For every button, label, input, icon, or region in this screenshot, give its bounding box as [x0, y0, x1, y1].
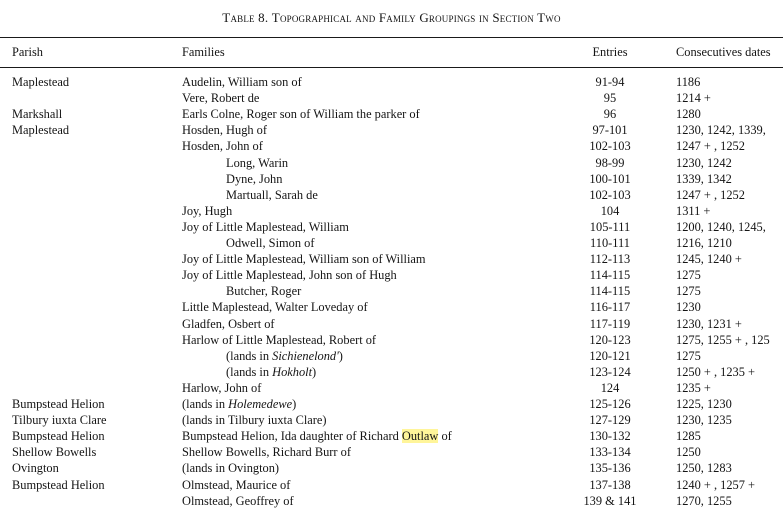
- entries-cell: 125-126: [589, 397, 631, 411]
- family-cell: Odwell, Simon of: [226, 236, 315, 250]
- parish-cell: Markshall: [12, 107, 63, 122]
- entries-cell: 105-111: [589, 219, 631, 234]
- table-row: [0, 204, 783, 220]
- entries-cell: 97-101: [592, 123, 628, 138]
- consecutives-cell: 1275, 1255 + , 125: [676, 332, 770, 347]
- entries-cell: 139 & 141: [583, 493, 637, 508]
- family-cell: Vere, Robert de: [182, 91, 260, 106]
- family-cell: Joy of Little Maplestead, William: [182, 219, 349, 234]
- family-cell: Audelin, William son of: [182, 75, 302, 89]
- table-row: [0, 300, 783, 316]
- family-text-post: ): [292, 397, 297, 411]
- entries-cell: 137-138: [589, 477, 631, 492]
- entries-cell: 110-111: [590, 236, 630, 250]
- family-cell: [226, 349, 343, 364]
- parish-cell: Bumpstead Helion: [12, 429, 105, 444]
- header-consecutives: Consecutives dates: [676, 45, 771, 59]
- consecutives-cell: 1230, 1235: [676, 413, 732, 428]
- table-row: [0, 75, 783, 91]
- entries-cell: 133-134: [589, 445, 631, 460]
- table-row: [0, 413, 783, 429]
- parish-cell: Maplestead: [12, 123, 70, 138]
- entries-cell: 135-136: [589, 461, 631, 476]
- entries-cell: 104: [600, 203, 620, 218]
- entries-cell: 116-117: [589, 300, 631, 315]
- entries-cell: 98-99: [595, 155, 625, 170]
- family-cell: Hosden, Hugh of: [182, 123, 268, 138]
- family-cell: Martuall, Sarah de: [226, 187, 318, 202]
- table-row: [0, 123, 783, 139]
- consecutives-cell: 1250, 1283: [676, 461, 732, 476]
- family-cell: (lands in Ovington): [182, 461, 280, 476]
- table-row: [0, 139, 783, 155]
- consecutives-cell: 1235 +: [676, 380, 711, 395]
- entries-cell: 117-119: [589, 316, 631, 331]
- parish-cell: Shellow Bowells: [12, 445, 97, 460]
- parish-cell: Bumpstead Helion: [12, 477, 105, 492]
- family-cell: Butcher, Roger: [226, 284, 302, 299]
- family-cell: Dyne, John: [226, 171, 283, 186]
- family-cell: Olmstead, Maurice of: [182, 477, 291, 492]
- consecutives-cell: 1230, 1242, 1339,: [676, 123, 766, 138]
- consecutives-cell: 1230: [676, 300, 701, 315]
- table-row: [0, 429, 783, 445]
- family-text-pre: Bumpstead Helion, Ida daughter of Richard: [182, 429, 402, 444]
- table-row: [0, 381, 783, 397]
- entries-cell: 114-115: [589, 268, 631, 283]
- consecutives-cell: 1225, 1230: [676, 397, 732, 411]
- consecutives-cell: 1245, 1240 +: [676, 252, 742, 267]
- entries-cell: 120-121: [589, 348, 631, 363]
- consecutives-cell: 1247 + , 1252: [676, 139, 745, 154]
- family-cell: [182, 397, 296, 412]
- consecutives-cell: 1250 + , 1235 +: [676, 364, 756, 379]
- family-text-pre: (lands in: [226, 364, 273, 379]
- family-cell: Hosden, John of: [182, 139, 263, 154]
- entries-cell: 102-103: [589, 139, 631, 154]
- consecutives-cell: 1200, 1240, 1245,: [676, 219, 766, 234]
- table-row: [0, 172, 783, 188]
- highlighted-term: Outlaw: [401, 429, 439, 444]
- header-rule: [0, 67, 783, 68]
- family-cell: Joy, Hugh: [182, 203, 233, 218]
- entries-cell: 102-103: [589, 187, 631, 202]
- top-rule: [0, 37, 783, 38]
- table-row: [0, 397, 783, 413]
- family-cell: Earls Colne, Roger son of William the parker of: [182, 107, 420, 122]
- parish-cell: Ovington: [12, 461, 59, 476]
- parish-cell: Bumpstead Helion: [12, 397, 105, 411]
- consecutives-cell: 1230, 1231 +: [676, 316, 742, 331]
- table-title-text: Topographical and Family Groupings in Section Two: [271, 10, 561, 25]
- consecutives-cell: 1285: [676, 429, 701, 444]
- family-text-italic: Sichienelond': [272, 348, 339, 363]
- entries-cell: 114-115: [589, 284, 631, 299]
- table-title: [0, 10, 783, 26]
- table-row: [0, 365, 783, 381]
- family-text-post: ): [338, 348, 343, 363]
- consecutives-cell: 1216, 1210: [676, 236, 732, 250]
- family-cell: Joy of Little Maplestead, John son of Hugh: [182, 268, 397, 283]
- table-row: [0, 494, 783, 510]
- table-row: [0, 284, 783, 300]
- parish-cell: Maplestead: [12, 75, 70, 89]
- header-parish: Parish: [12, 45, 43, 59]
- family-text-italic: Holemedewe: [228, 397, 293, 411]
- entries-cell: 127-129: [589, 413, 631, 428]
- entries-cell: 91-94: [595, 75, 625, 89]
- family-cell: [226, 365, 316, 380]
- family-cell: Gladfen, Osbert of: [182, 316, 275, 331]
- family-cell: (lands in Tilbury iuxta Clare): [182, 413, 327, 428]
- parish-cell: Tilbury iuxta Clare: [12, 413, 107, 428]
- family-cell: [182, 429, 452, 444]
- entries-cell: 96: [603, 107, 617, 122]
- family-cell: Olmstead, Geoffrey of: [182, 493, 294, 508]
- table-row: [0, 107, 783, 123]
- table-row: [0, 478, 783, 494]
- table-row: [0, 333, 783, 349]
- entries-cell: 123-124: [589, 364, 631, 379]
- entries-cell: 100-101: [589, 171, 631, 186]
- family-cell: Harlow of Little Maplestead, Robert of: [182, 332, 377, 347]
- table-row: [0, 220, 783, 236]
- family-cell: Long, Warin: [226, 155, 289, 170]
- header-families: Families: [182, 45, 225, 59]
- table-row: [0, 317, 783, 333]
- consecutives-cell: 1240 + , 1257 +: [676, 477, 756, 492]
- entries-cell: 112-113: [589, 252, 631, 267]
- entries-cell: 124: [600, 380, 620, 395]
- table-row: [0, 188, 783, 204]
- family-text-post: ): [312, 364, 317, 379]
- consecutives-cell: 1186: [676, 75, 701, 89]
- consecutives-cell: 1339, 1342: [676, 171, 732, 186]
- family-text-pre: (lands in: [226, 348, 273, 363]
- entries-cell: 130-132: [589, 429, 631, 444]
- family-text-pre: (lands in: [182, 397, 229, 411]
- table-row: [0, 268, 783, 284]
- consecutives-cell: 1270, 1255: [676, 493, 732, 508]
- consecutives-cell: 1214 +: [676, 91, 711, 106]
- entries-cell: 95: [603, 91, 617, 106]
- table-row: [0, 252, 783, 268]
- table-row: [0, 349, 783, 365]
- table-row: [0, 236, 783, 252]
- table-row: [0, 91, 783, 107]
- family-cell: Harlow, John of: [182, 380, 262, 395]
- table-row: [0, 156, 783, 172]
- family-text-post: of: [438, 429, 452, 444]
- consecutives-cell: 1275: [676, 268, 701, 283]
- consecutives-cell: 1250: [676, 445, 701, 460]
- table-title-prefix: Table 8.: [222, 10, 269, 25]
- consecutives-cell: 1247 + , 1252: [676, 187, 745, 202]
- family-text-italic: Hokholt: [272, 364, 313, 379]
- consecutives-cell: 1280: [676, 107, 701, 122]
- consecutives-cell: 1275: [676, 348, 701, 363]
- family-cell: Joy of Little Maplestead, William son of William: [182, 252, 426, 267]
- consecutives-cell: 1230, 1242: [676, 155, 732, 170]
- header-entries: Entries: [592, 45, 628, 59]
- entries-cell: 120-123: [589, 332, 631, 347]
- table-row: [0, 461, 783, 477]
- table-row: [0, 445, 783, 461]
- family-cell: Shellow Bowells, Richard Burr of: [182, 445, 351, 460]
- consecutives-cell: 1275: [676, 284, 701, 299]
- family-cell: Little Maplestead, Walter Loveday of: [182, 300, 368, 315]
- consecutives-cell: 1311 +: [676, 203, 711, 218]
